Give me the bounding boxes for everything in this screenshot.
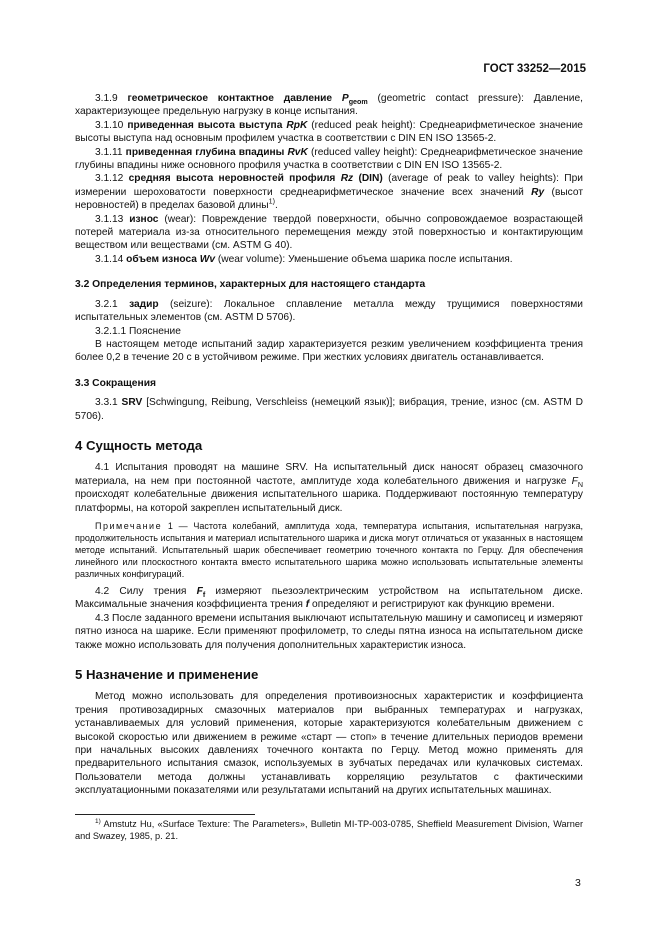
- english-term: (average of peak to valley heights): [388, 173, 557, 185]
- english-term: (geometric contact pressure): [377, 93, 522, 104]
- punctuation: .: [274, 200, 278, 212]
- definition-text: : Повреждение твердой поверхности, обычно сопровождаемое возрастающей потерей материала из-за относительного перемещения между этой поверхностью и контактирующим веществом или веществами (см. ASTM G 40).: [75, 213, 583, 252]
- definition-text: : Локальное сплавление металла между трущимися поверхностями испытательных элементов (см. ASTM D 5706).: [75, 298, 583, 324]
- clause-text: происходят колебательные движения испытательного шарика. Поддерживают постоянную температуру платформы, на которой закреплен испытательный диск.: [75, 489, 583, 514]
- definition-text: [Schwingung, Reibung, Verschleiss (немецкий язык)]; вибрация, трение, износ (см. ASTM D 5706).: [75, 397, 583, 422]
- term: износ: [129, 213, 159, 225]
- footnote: [75, 818, 583, 842]
- definition-text: : Уменьшение объема шарика после испытания.: [282, 253, 513, 265]
- clause-number: 3.2.1: [95, 298, 118, 310]
- footnote-text: Amstutz Hu, «Surface Texture: The Parameters», Bulletin MI-TP-003-0785, Sheffield Measurement Division, Warner and Swazey, 1985, p. 21.: [75, 819, 583, 842]
- clause-number: 3.1.12: [95, 173, 124, 185]
- definition-3-1-14: [75, 253, 583, 266]
- note-text: 1 — Частота колебаний, амплитуда хода, температура испытания, испытательная нагрузка, продолжительность испытания и материал испытательного шарика и диска могут отличаться от указанных в настоящем методе испытаний. Испытательный шарик обеспечивает геометрию точечного контакта по Герцу. Для обеспечения линейного или плоскостного контакта вместо испытательного шарика можно использовать испытательные элементы различных конфигураций.: [75, 520, 583, 579]
- term: приведенная высота выступа: [127, 119, 283, 131]
- clause-text: 4.2 Силу трения: [95, 585, 187, 597]
- footnote-reference[interactable]: 1): [268, 197, 275, 206]
- definition-3-1-10: [75, 119, 583, 146]
- section-5-heading: 5 Назначение и применение: [75, 667, 259, 682]
- english-term: (wear volume): [217, 253, 283, 265]
- section-3-2-heading: 3.2 Определения терминов, характерных для настоящего стандарта: [75, 279, 426, 291]
- definition-text: (высот неровностей) в пределах базовой длины: [75, 186, 583, 212]
- footnote-divider: [75, 814, 255, 815]
- clause-4-1: [75, 461, 583, 515]
- term: приведенная глубина впадины: [125, 146, 285, 158]
- definition-text: : Среднеарифметическое значение высоты выступа над основным профилем участка в соответствии с DIN EN ISO 13565-2.: [75, 119, 583, 145]
- clause-4-3: 4.3 После заданного времени испытания выключают испытательную машину и самописец и измеряют пятно износа на шарике. Если применяют профилометр, то следы пятна износа на испытательном диске также можно использовать для получения дополнительных характеристик износа.: [75, 612, 583, 651]
- symbol: F: [571, 475, 578, 487]
- clause-text: определяют и регистрируют как функцию времени.: [312, 599, 555, 611]
- symbol: RvK: [287, 146, 308, 158]
- english-term: (reduced peak height): [311, 119, 413, 131]
- english-term: (reduced valley height): [310, 146, 415, 158]
- symbol-qualifier: (DIN): [358, 173, 383, 185]
- term: средняя высота неровностей профиля: [128, 173, 336, 185]
- symbol: F: [196, 585, 203, 597]
- symbol-subscript: N: [577, 480, 583, 489]
- symbol: RpK: [286, 119, 308, 131]
- clause-number: 3.1.10: [95, 119, 124, 131]
- symbol: Wv: [199, 253, 216, 265]
- clause-text: измеряют пьезоэлектрическим устройством на испытательном диске. Максимальные значения коэффициента трения: [75, 585, 583, 611]
- definition-text: : Среднеарифметическое значение глубины впадины ниже основного профиля участка в соответствии с DIN EN ISO 13565-2.: [75, 146, 583, 172]
- clause-number: 3.1.13: [95, 213, 124, 225]
- section-5-text: Метод можно использовать для определения противоизносных характеристик и коэффициента трения противозадирных смазочных материалов при выбранных температурах и нагрузках, устанавливаемых для условий применения, которые характеризуются колебательным движением с высокой скоростью или движением в режиме «старт — стоп» в течение длительных периодов времени при начальных высоких давлениях точечного контакта по Герцу. Метод можно применять для предварительного испытания смазок, используемых в зубчатых передачах или кулачковых системах. Пользователи метода должны устанавливать корреляцию результатов с фактическими эксплуатационными показателями или результатами испытаний на других испытательных машинах.: [75, 691, 583, 797]
- clause-number: 3.3.1: [95, 397, 118, 409]
- clause-3-2-1-1-title: 3.2.1.1 Пояснение: [95, 325, 181, 337]
- note-1: [75, 520, 583, 580]
- symbol-subscript: f: [202, 591, 206, 599]
- document-header: ГОСТ 33252—2015: [483, 63, 586, 75]
- definition-3-1-9: [75, 92, 583, 119]
- term: SRV: [121, 397, 143, 409]
- definition-text: : При измерении шероховатости поверхности среднеарифметическое значение всех значений: [75, 173, 583, 198]
- clause-number: 3.1.9: [95, 93, 118, 104]
- clause-number: 3.1.11: [95, 146, 123, 158]
- symbol: Ry: [531, 186, 545, 198]
- definition-3-1-11: [75, 146, 583, 173]
- abbreviation-3-3-1: [75, 396, 583, 423]
- footnote-mark: 1): [95, 817, 101, 825]
- page-number: 3: [575, 877, 581, 889]
- note-label: Примечание: [95, 520, 163, 531]
- term: геометрическое контактное давление: [127, 93, 333, 104]
- symbol: f: [305, 599, 310, 611]
- definition-3-2-1: [75, 298, 583, 325]
- english-term: (seizure): [170, 298, 210, 310]
- definition-3-1-12: [75, 172, 583, 212]
- definition-text: : Давление, характеризующее предельную нагрузку в конце испытания.: [75, 93, 583, 118]
- clause-4-2: [75, 585, 583, 612]
- clause-text: 4.1 Испытания проводят на машине SRV. На испытательный диск наносят образец смазочного материала, на нем при постоянной частоте, амплитуде хода колебательного движения и нагрузке: [75, 462, 583, 487]
- term: объем износа: [126, 253, 197, 265]
- symbol-subscript: geom: [348, 98, 368, 107]
- page-content: [75, 92, 583, 798]
- clause-3-2-1-1-text: В настоящем методе испытаний задир характеризуется резким увеличением коэффициента трения более 0,2 в течение 20 с в устойчивом режиме. При жестких условиях двигатель останавливается.: [75, 338, 583, 364]
- symbol: P: [341, 93, 349, 104]
- english-term: (wear): [164, 213, 194, 225]
- term: задир: [129, 298, 159, 310]
- definition-3-1-13: [75, 213, 583, 253]
- section-4-heading: 4 Сущность метода: [75, 437, 203, 453]
- section-3-3-heading: 3.3 Сокращения: [75, 377, 157, 389]
- clause-number: 3.1.14: [95, 253, 124, 265]
- symbol: Rz: [340, 173, 354, 185]
